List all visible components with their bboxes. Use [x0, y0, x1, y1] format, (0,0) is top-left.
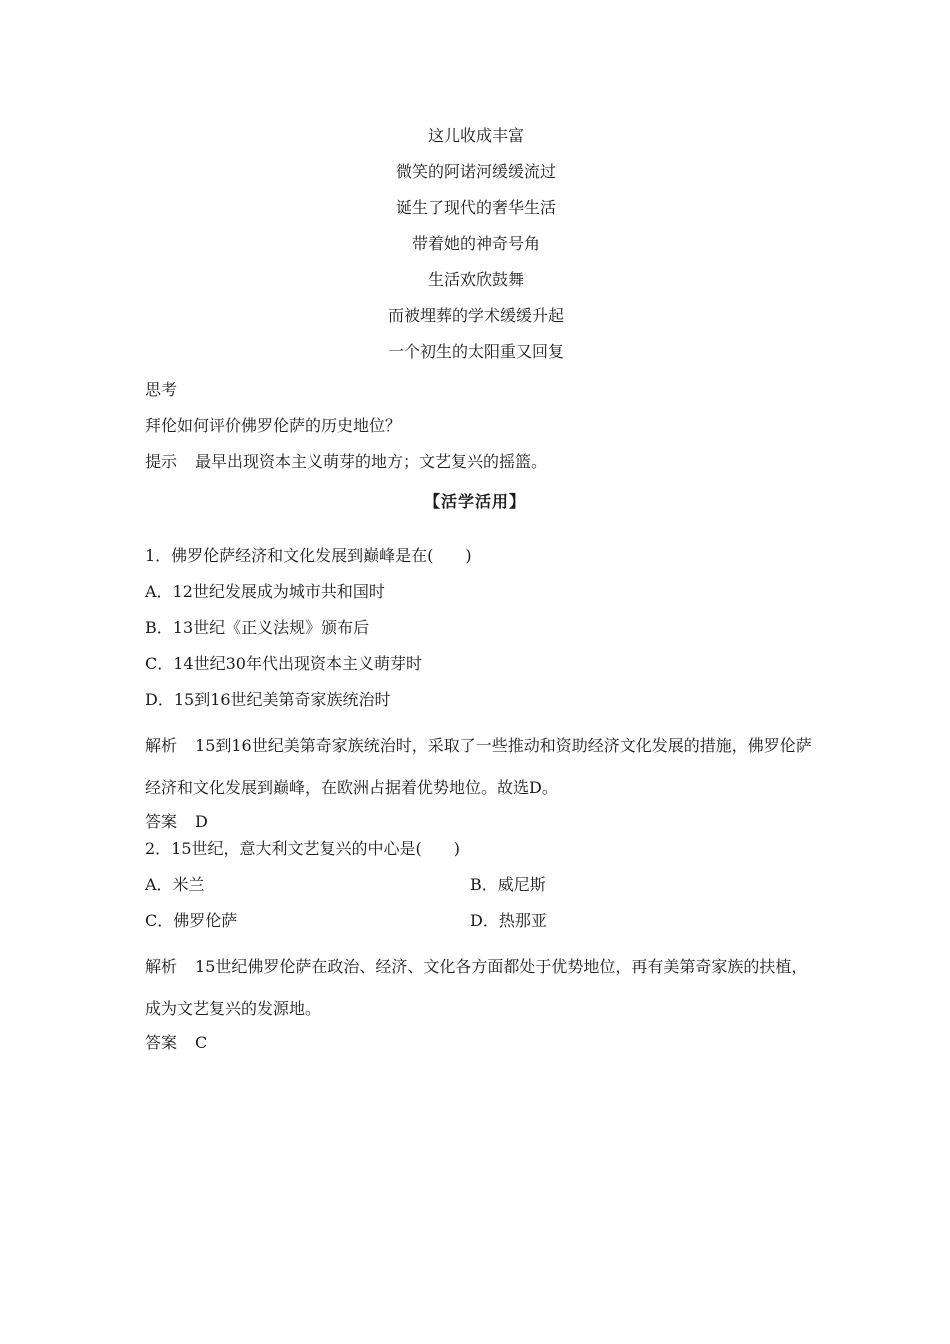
poem [0, 124, 950, 376]
think-hint [145, 451, 815, 487]
analysis-label: 解析 [145, 957, 178, 976]
analysis [145, 725, 815, 809]
poem-line: 一个初生的太阳重又回复 [387, 342, 564, 361]
answer [145, 1032, 815, 1068]
option-row [145, 874, 815, 910]
option-a: A．12世纪发展成为城市共和国时 [145, 582, 385, 601]
option-b: B．威尼斯 [470, 875, 546, 894]
analysis-text: 15世纪佛罗伦萨在政治、经济、文化各方面都处于优势地位，再有美第奇家族的扶植，成为文艺复兴的发源地。 [145, 957, 808, 1018]
hint-label: 提示 [145, 452, 178, 471]
poem-line: 诞生了现代的奢华生活 [395, 198, 556, 217]
think-heading: 思考 [145, 380, 178, 399]
option-c: C．14世纪30年代出现资本主义萌芽时 [145, 654, 422, 673]
think-section [145, 379, 815, 487]
analysis-text: 15到16世纪美第奇家族统治时，采取了一些推动和资助经济文化发展的措施，佛罗伦萨经济和文化发展到巅峰，在欧洲占据着优势地位。故选D。 [145, 736, 812, 797]
poem-line: 生活欢欣鼓舞 [427, 270, 524, 289]
question-1 [145, 545, 815, 847]
option-row [145, 910, 815, 946]
answer-value: C [195, 1033, 208, 1052]
analysis [145, 946, 815, 1030]
poem-line: 而被埋葬的学术缓缓升起 [387, 306, 564, 325]
hint-text: 最早出现资本主义萌芽的地方；文艺复兴的摇篮。 [195, 452, 548, 471]
poem-line: 这儿收成丰富 [427, 126, 524, 145]
analysis-label: 解析 [145, 736, 178, 755]
answer-value: D [195, 812, 208, 831]
option-a: A．米兰 [145, 875, 205, 894]
option-b: B．13世纪《正义法规》颁布后 [145, 618, 370, 637]
option-d: D．热那亚 [470, 911, 547, 930]
question-stem: 2．15世纪，意大利文艺复兴的中心是( ) [145, 839, 461, 858]
option-d: D．15到16世纪美第奇家族统治时 [145, 690, 391, 709]
poem-line: 微笑的阿诺河缓缓流过 [395, 162, 556, 181]
think-question: 拜伦如何评价佛罗伦萨的历史地位？ [145, 416, 402, 435]
option-c: C．佛罗伦萨 [145, 911, 238, 930]
question-stem: 1．佛罗伦萨经济和文化发展到巅峰是在( ) [145, 546, 472, 565]
question-2 [145, 838, 815, 1068]
poem-line: 带着她的神奇号角 [411, 234, 540, 253]
section-title: 【活学活用】 [423, 492, 526, 511]
answer-label: 答案 [145, 1033, 178, 1052]
answer-label: 答案 [145, 812, 178, 831]
